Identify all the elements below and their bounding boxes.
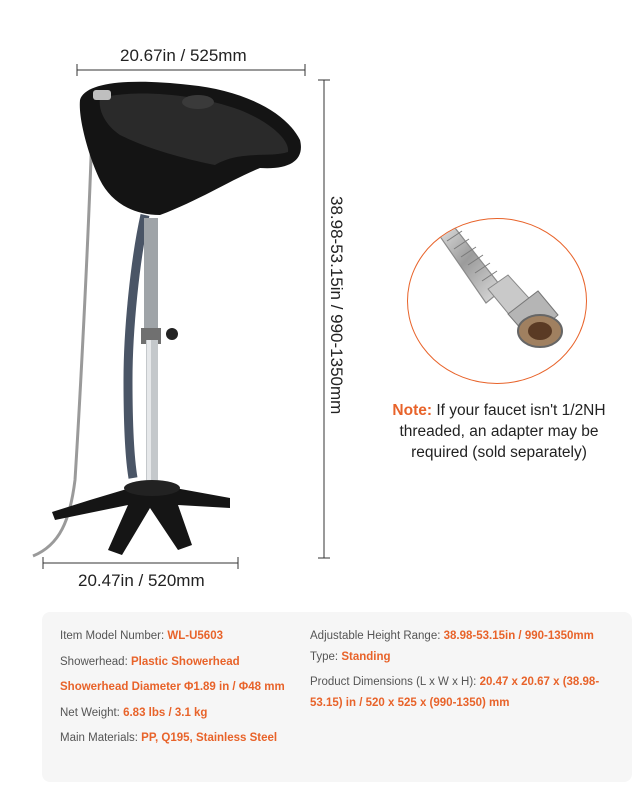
hose-detail-circle: [407, 218, 587, 384]
spec-value: Standing: [341, 651, 391, 663]
spec-row: [60, 732, 305, 758]
spec-row: [310, 651, 620, 672]
spec-value: Plastic Showerhead: [130, 655, 240, 668]
spec-row: [310, 672, 620, 709]
spec-value: 6.83 lbs / 3.1 kg: [123, 706, 208, 719]
shampoo-bowl-drawing: [33, 82, 301, 556]
note-text: If your faucet isn't 1/2NH threaded, an adapter may be required (sold separately): [399, 402, 606, 461]
spec-row: [310, 630, 620, 651]
spec-label: Showerhead:: [60, 655, 128, 668]
height-dimension-label: 38.98-53.15in / 990-1350mm: [327, 196, 346, 415]
spec-label: Type:: [310, 651, 339, 663]
spec-row: [60, 707, 305, 733]
spec-row: [60, 656, 305, 682]
spec-value: WL-U5603: [167, 630, 223, 642]
specs-right-column: [310, 630, 620, 709]
spec-row: [60, 630, 305, 656]
specifications-panel: [42, 612, 632, 782]
spec-value: 38.98-53.15in / 990-1350mm: [443, 630, 594, 642]
spec-value: Showerhead Diameter Φ1.89 in / Φ48 mm: [60, 681, 285, 693]
spec-label: Net Weight:: [60, 706, 120, 719]
width-dimension-label: 20.67in / 525mm: [120, 46, 247, 65]
spec-row: [60, 681, 305, 707]
note-label: Note:: [392, 402, 433, 419]
spec-value: PP, Q195, Stainless Steel: [141, 732, 278, 744]
faucet-note: [392, 400, 606, 463]
hose-connector-image: [408, 219, 587, 384]
specs-left-column: [60, 630, 305, 758]
spec-label: Adjustable Height Range:: [310, 630, 441, 642]
base-dimension-label: 20.47in / 520mm: [78, 571, 205, 590]
spec-label: Item Model Number:: [60, 630, 165, 642]
spec-value: 20.47 x 20.67 x (38.98-53.15) in / 520 x 525 x (990-1350) mm: [310, 676, 600, 709]
spec-label: Main Materials:: [60, 732, 138, 744]
spec-label: Product Dimensions (L x W x H):: [310, 676, 477, 688]
